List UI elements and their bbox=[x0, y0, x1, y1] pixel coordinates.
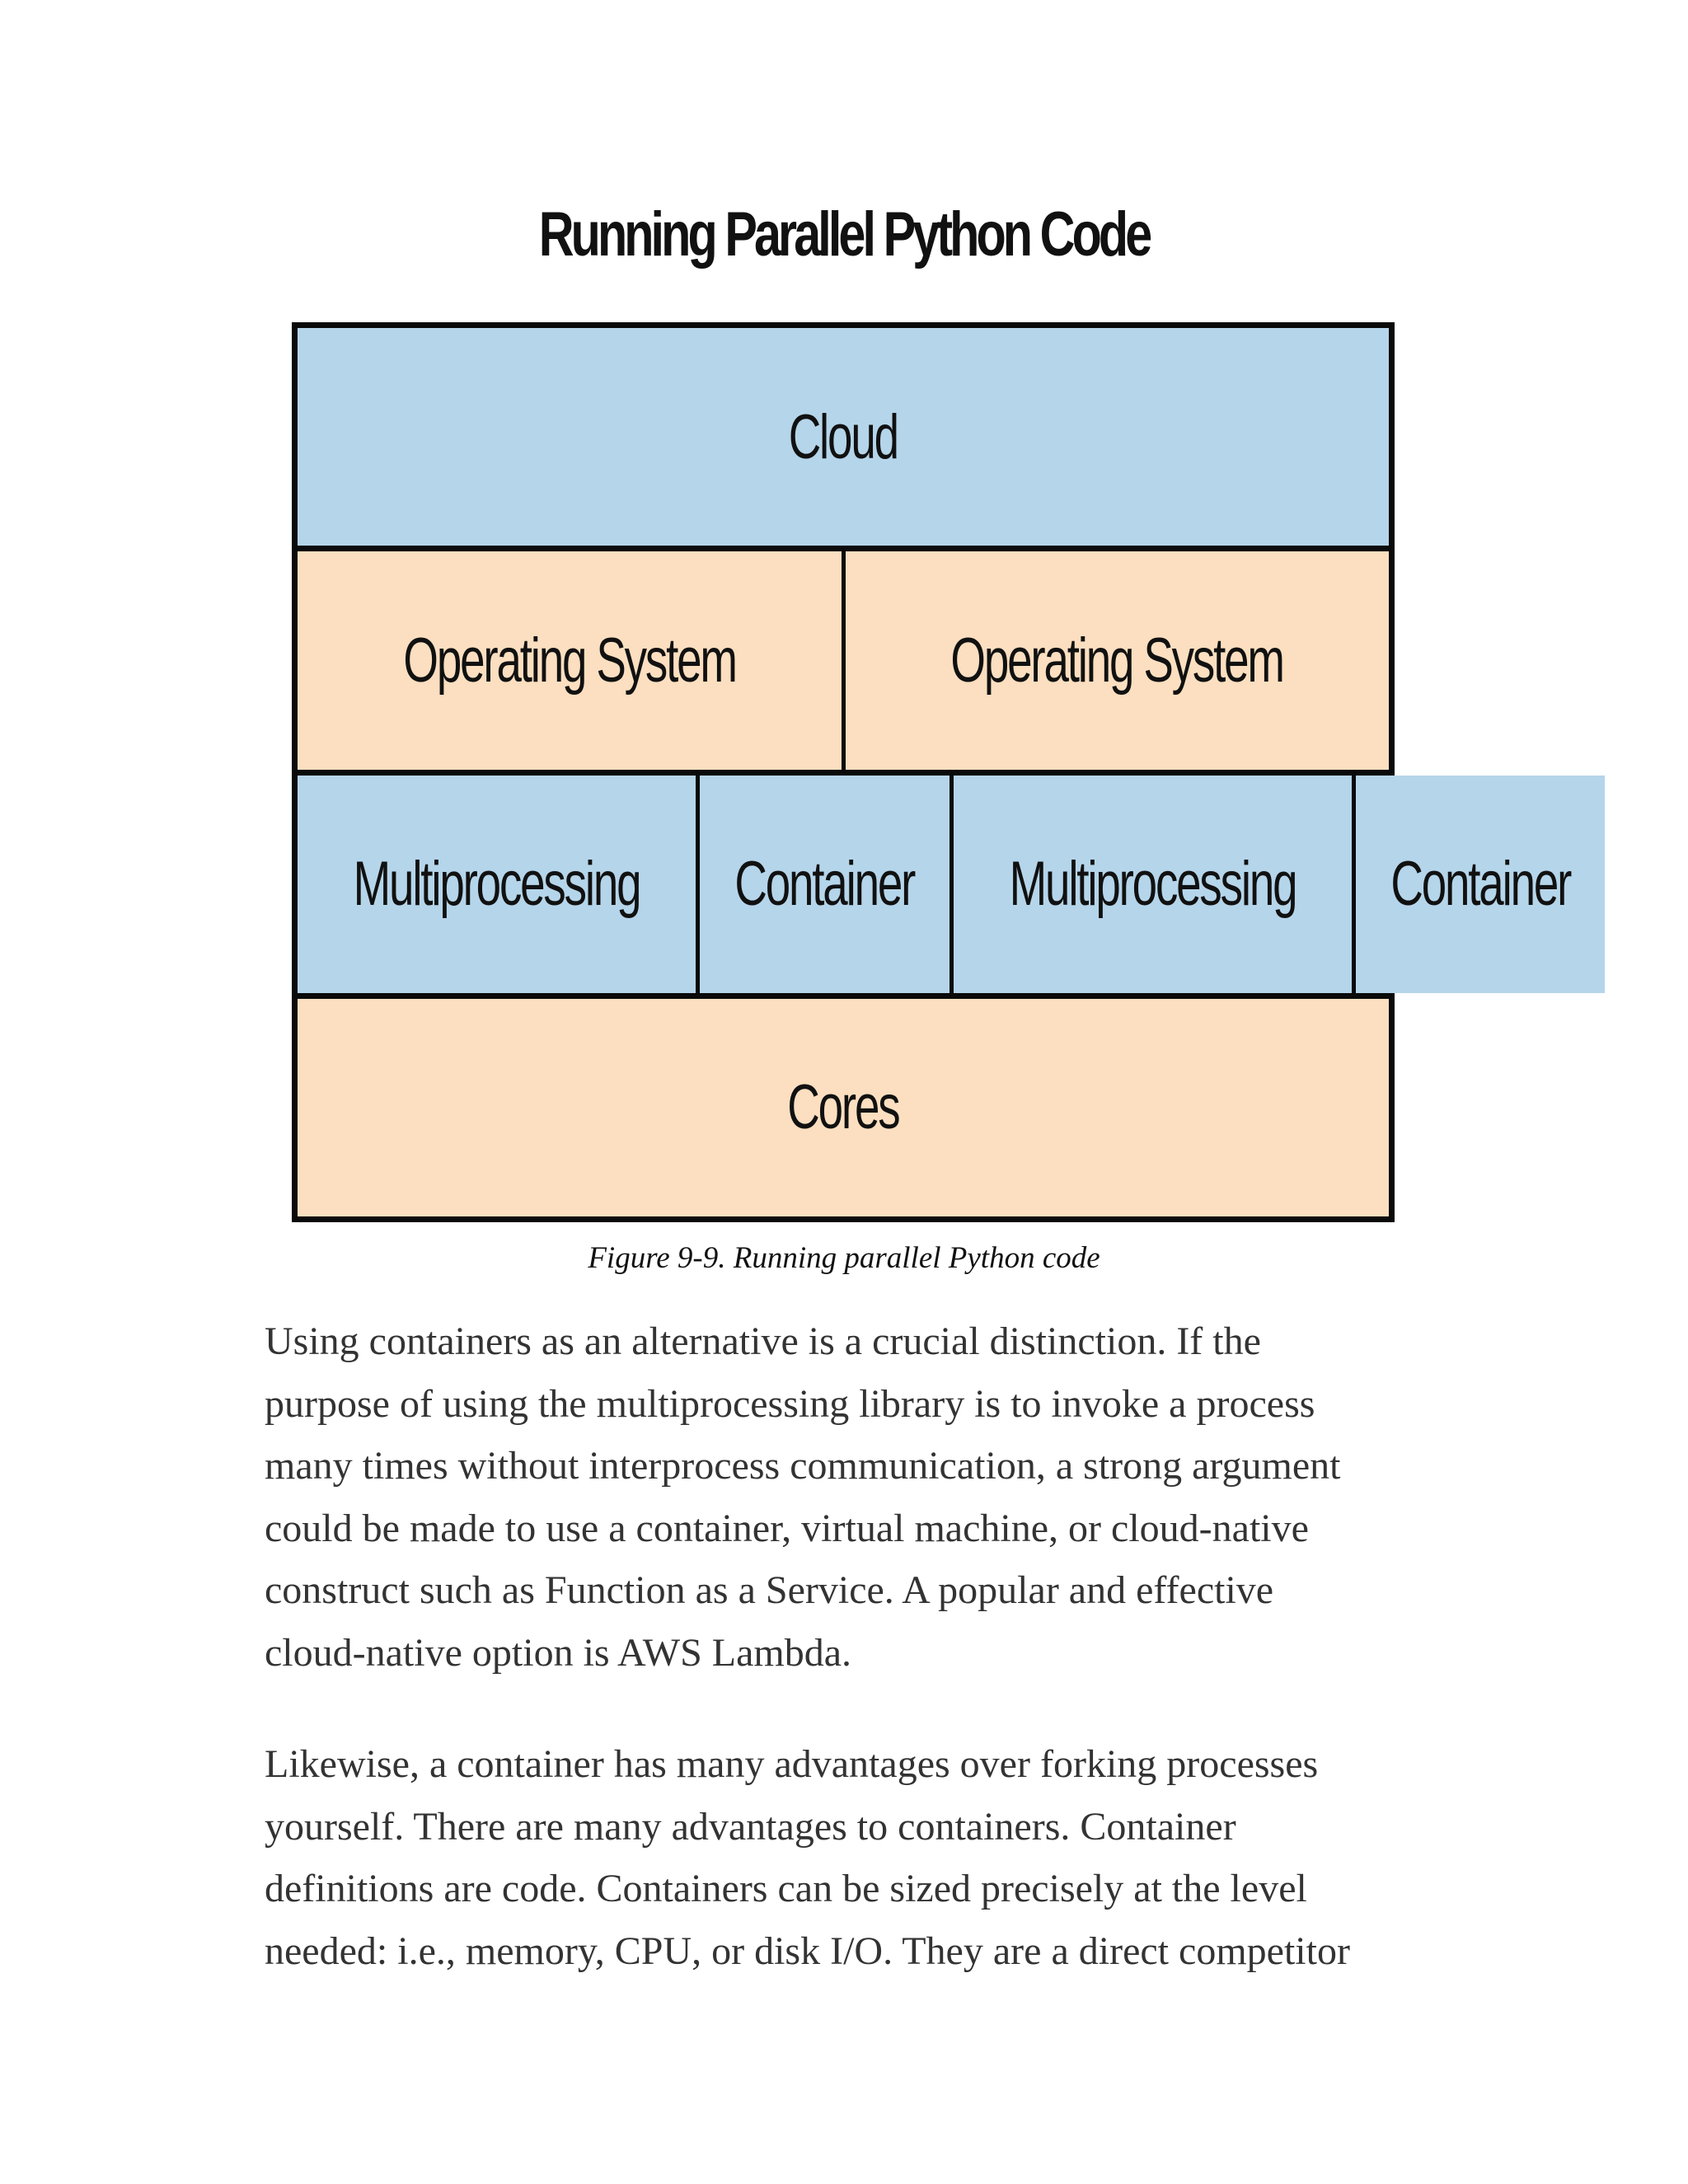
multiprocessing-block-1: Multiprocessing bbox=[298, 776, 696, 993]
multiprocessing-block-2: Multiprocessing bbox=[950, 776, 1352, 993]
figure-title: Running Parallel Python Code bbox=[538, 199, 1150, 269]
figure-caption: Figure 9-9. Running parallel Python code bbox=[588, 1241, 1100, 1275]
paragraph-line: definitions are code. Containers can be sized precisely at the level bbox=[265, 1867, 1307, 1910]
body-paragraph-1 bbox=[265, 1310, 1435, 1684]
paragraph-line: Likewise, a container has many advantages over forking processes bbox=[265, 1742, 1319, 1786]
diagram-row-workers bbox=[298, 770, 1570, 993]
paragraph-line: construct such as Function as a Service. A popular and effective bbox=[265, 1568, 1274, 1612]
paragraph-line: needed: i.e., memory, CPU, or disk I/O. They are a direct competitor bbox=[265, 1929, 1350, 1973]
paragraph-line: many times without interprocess communication, a strong argument bbox=[265, 1444, 1341, 1488]
layer-diagram bbox=[292, 322, 1570, 1222]
diagram-row-cores bbox=[298, 993, 1389, 1216]
paragraph-line: Using containers as an alternative is a crucial distinction. If the bbox=[265, 1319, 1261, 1363]
cloud-block: Cloud bbox=[298, 328, 1389, 546]
diagram-row-cloud bbox=[298, 328, 1389, 546]
paragraph-line: yourself. There are many advantages to containers. Container bbox=[265, 1804, 1236, 1849]
body-paragraph-2 bbox=[265, 1733, 1435, 1982]
operating-system-block-right: Operating System bbox=[842, 551, 1390, 769]
operating-system-block-left: Operating System bbox=[298, 551, 842, 769]
container-block-1: Container bbox=[696, 776, 950, 993]
diagram-row-os bbox=[298, 546, 1389, 769]
paragraph-line: cloud-native option is AWS Lambda. bbox=[265, 1630, 852, 1675]
paragraph-line: purpose of using the multiprocessing library is to invoke a process bbox=[265, 1381, 1315, 1426]
paragraph-line: could be made to use a container, virtual machine, or cloud-native bbox=[265, 1506, 1309, 1550]
cores-block: Cores bbox=[298, 999, 1389, 1216]
container-block-2: Container bbox=[1352, 776, 1606, 993]
